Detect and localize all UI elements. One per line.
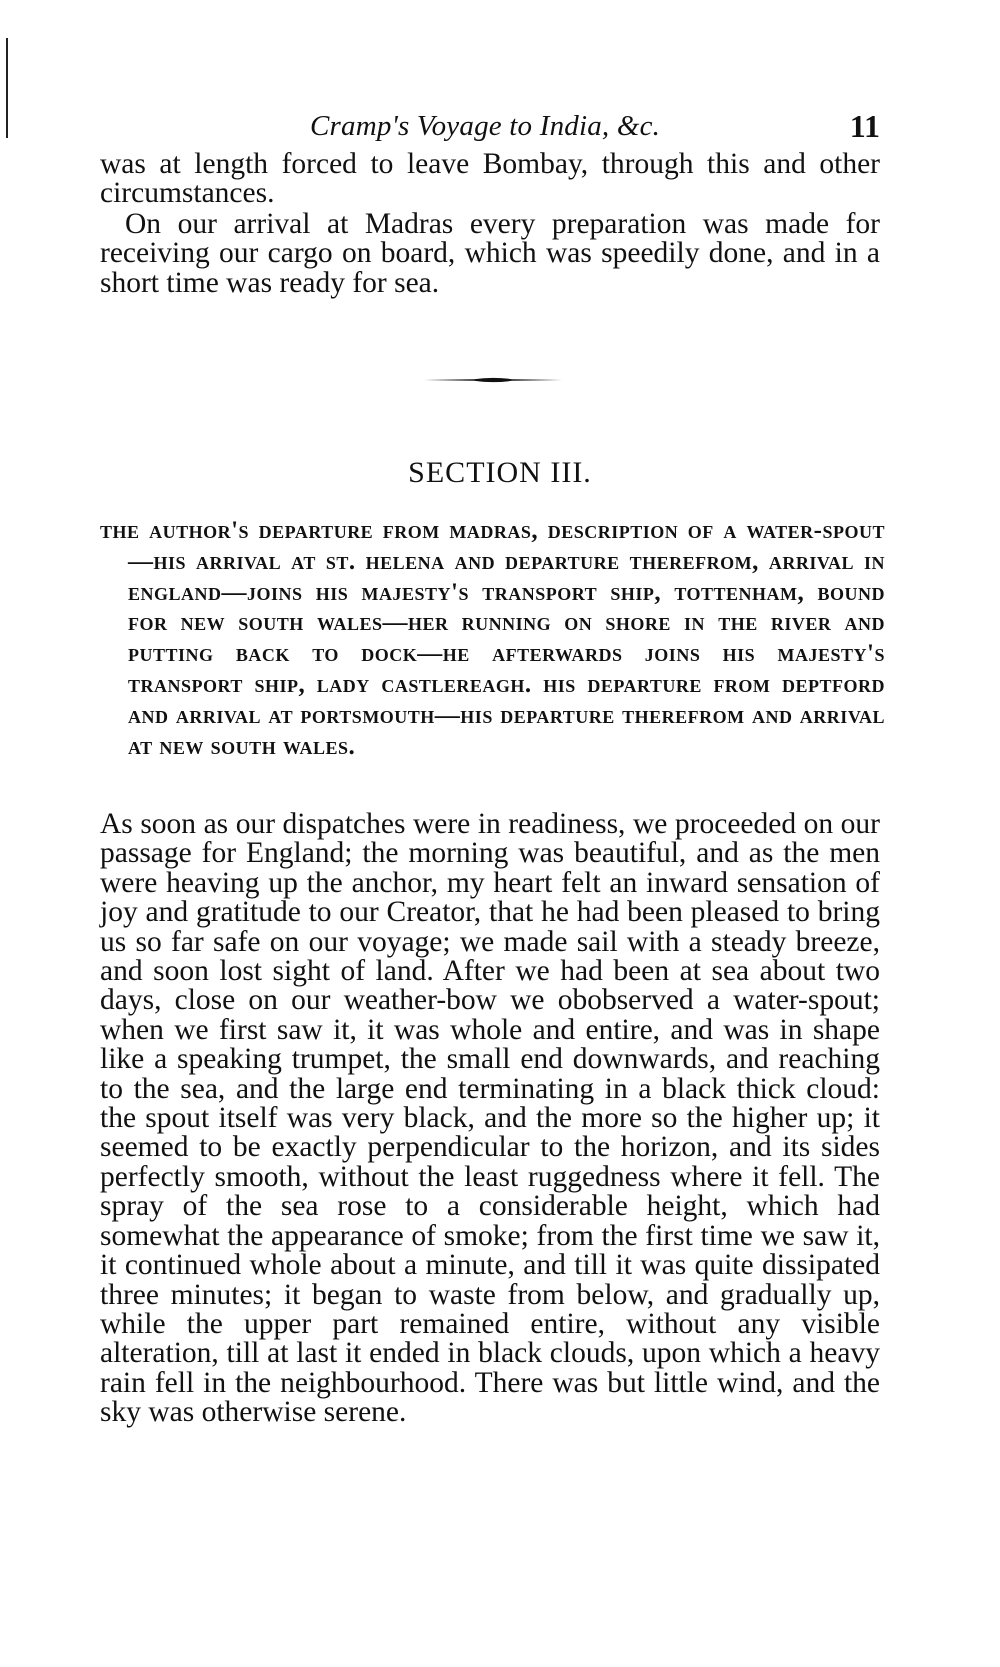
section-heading: SECTION III. — [408, 456, 592, 489]
paragraph-continuation: was at length forced to leave Bombay, through this and other circumstances. — [100, 148, 880, 210]
body-paragraph: As soon as our dispatches were in readiness, we proceeded on our passage for England; the morning was beautiful, and as the men were heaving up the anchor, my heart felt an inward sensation of joy and gratitude to our Creator, that he had been pleased to bring us so far safe on our voyage; we made sail with a steady breeze, and soon lost sight of land. After we had been at sea about two days, close on our weather-bow we obobserved a water-spout; when we first saw it, it was whole and entire, and was in shape like a speaking trumpet, the small end downwards, and reaching to the sea, and the large end terminating in a black thick cloud: the spout itself was very black, and the more so the higher up; it seemed to be exactly perpendicular to the horizon, and its sides perfectly smooth, without the least ruggedness where it fell. The spray of the sea rose to a considerable height, which had somewhat the appearance of smoke; from the first time we saw it, it continued whole about a minute, and till it was quite dissipated three minutes; it began to waste from below, and gradually up, while the upper part remained entire, without any visible alteration, till at last it ended in black clouds, upon which a heavy rain fell in the neighbourhood. There was but little wind, and the sky was otherwise serene. — [100, 808, 880, 1429]
ornamental-rule — [424, 376, 562, 384]
running-title: Cramp's Voyage to India, &c. — [310, 110, 661, 142]
running-head — [100, 108, 880, 148]
scan-edge-line — [6, 38, 8, 138]
page-number: 11 — [849, 108, 880, 144]
paragraph-madras: On our arrival at Madras every preparation was made for receiving our cargo on board, which was speedily done, and in a short time was ready for sea. — [100, 208, 880, 299]
section-synopsis: the author's departure from madras, description of a water-spout—his arrival at st. helena and departure therefrom, arrival in england—joins his majesty's transport ship, tottenham, bound for new south wales—her running on shore in the river and putting back to dock—he afterwards joins his majesty's transport ship, lady castlereagh. his departure from deptford and arrival at portsmouth—his departure therefrom and arrival at new south wales. — [100, 517, 885, 760]
